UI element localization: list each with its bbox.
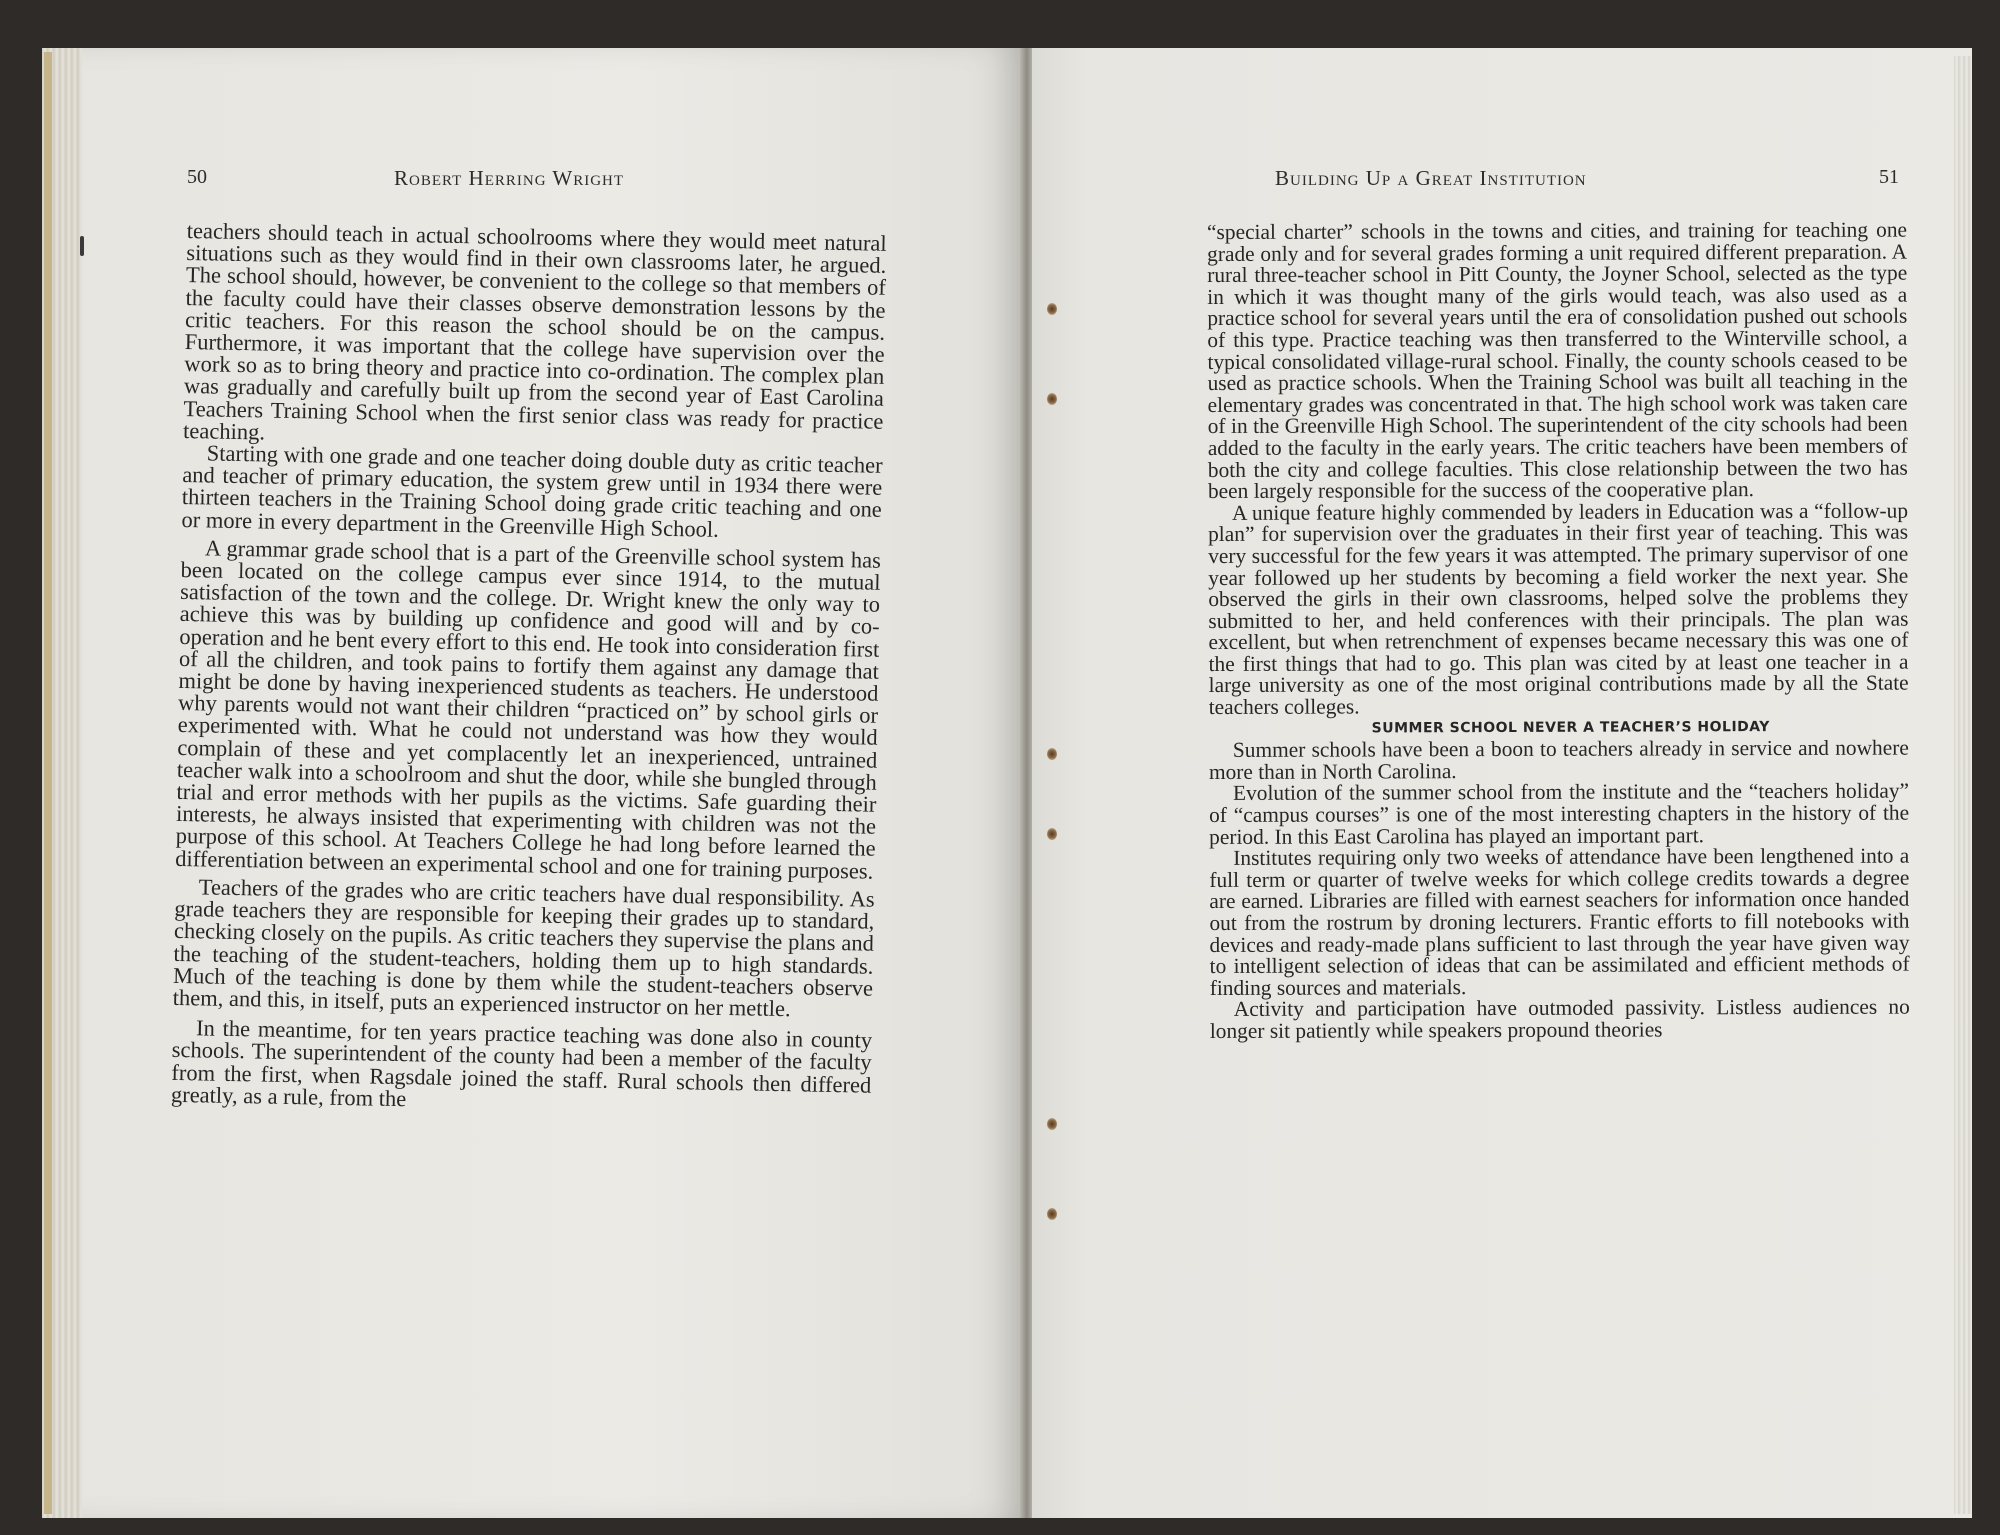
page-number-right: 51 <box>1879 166 1899 188</box>
staple-hole <box>1047 828 1057 840</box>
page-edges-right <box>1954 56 1972 1514</box>
section-heading: SUMMER SCHOOL NEVER A TEACHER’S HOLIDAY <box>1371 718 1770 737</box>
right-page-body <box>1206 217 1910 1043</box>
staple-hole <box>1047 1208 1057 1220</box>
paragraph: Summer schools have been a boon to teachers already in service and nowhere more than in North Carolina. <box>1208 735 1909 784</box>
paragraph: Evolution of the summer school from the institute and the “teachers holiday” of “campus courses” is one of the most interesting chapters in the history of the period. In this East Carolina has played an important part. <box>1209 778 1910 849</box>
paragraph: Teachers of the grades who are critic teachers have dual responsibility. As grade teachers they are responsible for keeping their grades up to standard, checking closely on the pupils. As critic teachers they supervise the plans and the teaching of the student-teachers, holding them up to high standards. Much of the teaching is done by them while the student-teachers observe them, and this, in itself, puts an experienced instructor on her mettle. <box>172 874 875 1022</box>
paragraph: “special charter” schools in the towns and cities, and training for teaching one grade only and for several grades forming a unit required different preparation. A rural three-teacher school in Pitt County, the Joyner School, selected as the type in which it was thought many of the girls would teach, was also used as a practice school for several years until the era of consolidation pushed out schools of this type. Practice teaching was then transferred to the Winterville school, a typical consolidated village-rural school. Finally, the county schools ceased to be used as practice schools. When the Training School was built all teaching in the elementary grades was concentrated in that. The high school work was taken care of in the Greenville High School. The superintendent of the city schools had been added to the faculty in the early years. The critic teachers have been members of both the city and college faculties. This close relationship between the two has been largely responsible for the success of the cooperative plan. <box>1206 217 1908 504</box>
right-page <box>1032 48 1972 1518</box>
left-page-body <box>171 220 887 1119</box>
paragraph: A grammar grade school that is a part of the Greenville school system has been located on the college campus ever since 1914, to the mutual satisfaction of the town and the college. Dr. Wright knew the only way to achieve this was by building up confidence and good will and by co-operation and he bent every effort to this end. He took into consideration first of all the children, and took pains to fortify them against any damage that might be done by having inexperienced students as teachers. He understood why parents would not want their children “practiced on” by school girls or experimented with. What he could not understand was how they would complain of these and yet complacently let an inexperienced, untrained teacher walk into a schoolroom and shut the door, while she bungled through trial and error methods with her pupils as the victims. Safe guarding their interests, he always insisted that experimenting with children was not the purpose of this school. At Teachers College he had long before learned the differentiation between an experimental school and one for training purposes. <box>175 535 882 884</box>
margin-mark <box>80 236 84 256</box>
open-book <box>42 48 1972 1518</box>
paragraph: Institutes requiring only two weeks of attendance have been lengthened into a full term or quarter of twelve weeks for which college credits towards a degree are earned. Libraries are filled with earnest seachers for information once handed out from the rostrum by droning lecturers. Frantic efforts to fill notebooks with devices and ready-made plans sufficient to last through the year have given way to intelligent selection of ideas that can be assimilated and efficient methods of finding sources and materials. <box>1209 843 1910 1000</box>
paragraph: A unique feature highly commended by leaders in Education was a “follow-up plan” for supervision over the graduates in their first year of teaching. This was very successful for the few years it was attempted. The primary supervisor of one year followed up her students by becoming a field worker the next year. She observed the girls in their own classrooms, helped solve the problems they submitted to her, and held conferences with their principals. The plan was excellent, but when retrenchment of expenses became necessary this was one of the first things that had to go. This plan was cited by at least one teacher in a large university as one of the most original contributions made by all the State teachers colleges. <box>1208 498 1909 720</box>
staple-hole <box>1047 748 1057 760</box>
left-page <box>42 48 1024 1518</box>
page-number-left: 50 <box>187 166 207 188</box>
staple-hole <box>1047 303 1057 315</box>
paragraph: In the meantime, for ten years practice teaching was done also in county schools. The superintendent of the county had been a member of the faculty from the first, when Ragsdale joined the staff. Rural schools then differed greatly, as a rule, from the <box>170 1015 873 1111</box>
paragraph: Starting with one grade and one teacher doing double duty as critic teacher and teacher of primary education, the system grew until in 1934 there were thirteen teachers in the Training School doing grade critic teaching and one or more in every department in the Greenville High School. <box>181 440 883 542</box>
running-head-left: Robert Herring Wright <box>394 166 625 190</box>
running-head-right: Building Up a Great Institution <box>1275 166 1587 190</box>
cover-edge <box>44 52 52 1514</box>
staple-hole <box>1047 393 1057 405</box>
staple-hole <box>1047 1118 1057 1130</box>
paragraph: Activity and participation have outmoded passivity. Listless audiences no longer sit patiently while speakers propound theories <box>1209 994 1910 1043</box>
paragraph: teachers should teach in actual schoolrooms where they would meet natural situations such as they would find in their own classrooms later, he argued. The school should, however, be convenient to the college so that members of the faculty could have their classes observe demonstration lessons by the critic teachers. For this reason the school should be on the campus. Furthermore, it was important that the college have supervision over the work so as to bring theory and practice into co-ordination. The complex plan was gradually and carefully built up from the second year of East Carolina Teachers Training School when the first senior class was ready for practice teaching. <box>182 218 887 445</box>
